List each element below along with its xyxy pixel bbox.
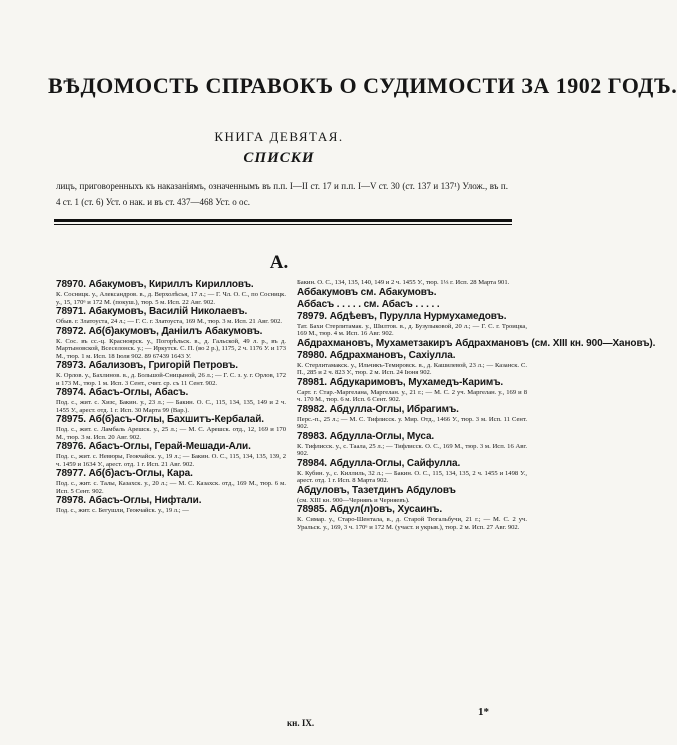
record-heading: 78983. Абдулла-Оглы, Муса. [297, 430, 435, 442]
record-details: К. Сосницк. у., Александров. в., д. Верхолѣсья, 17 л.; — Г. Чл. О. С., по Сосницк. у., 15, 170⁶ и 172 М. (покуш.), тюр. 5 м. Исп. 22 Авг. 902. [56, 291, 286, 306]
list-description: лицъ, приговоренныхъ къ наказаніямъ, означеннымъ въ п.п. I—II ст. 17 и п.п. I—V ст. 30 (ст. 137 и 137¹) Улож., въ п. 4 ст. 1 (ст. 6) Уст. о нак. и въ ст. 437—468 Уст. о ос. [56, 181, 508, 207]
record-details: Сарт. г. Стар.-Маргелана, Маргелан. у., 21 г.; — М. С. 2 уч. Маргелан. у., 169 и 8 ч. 170 М., тюр. 6 м. Исп. 6 Сент. 902. [297, 388, 527, 403]
record-heading: 78982. Абдулла-Оглы, Ибрагимъ. [297, 403, 459, 415]
record-details: К. Стерлитамакск. у., Ильчикъ-Темировск. в., д. Кашилевой, 23 л.; — Казанск. С. П., 285 и 2 ч. 823 У., тюр. 2 м. Исп. 24 Іюня 902. [297, 361, 527, 376]
signature-mark: кн. IX. [287, 718, 315, 728]
record-entry [297, 311, 527, 338]
record-details: Перс.-п., 25 л.; — М. С. Тифлисск. у. Мир. Отд., 1466 У., тюр. 3 м. Исп. 11 Сент. 902. [297, 415, 527, 430]
record-details: К. Кубин. у., с. Киллиль, 32 л.; — Бакин. О. С., 115, 134, 135, 2 ч. 1455 и 1498 У., арест. отд. 1 г. Исп. 8 Марта 902. [297, 469, 527, 484]
record-entry [56, 495, 286, 515]
book-label: КНИГА ДЕВЯТАЯ. [214, 129, 344, 144]
record-heading: Аббакумовъ см. Абакумовъ. [297, 286, 437, 298]
record-entry [297, 287, 527, 299]
record-details: Под. с., жит. с. Хизс, Бакин. у., 23 л.; — Бакин. О. С., 115, 134, 135, 149 и 2 ч. 1455 У., арест. отд. 1 г. Исп. 30 Марта 99 (Вар.). [56, 399, 286, 414]
record-entry [56, 279, 286, 306]
record-details: Обыв. г. Златоуста, 24 л.; — Г. С. г. Златоуста, 169 М., тюр. 3 м. Исп. 21 Авг. 902. [56, 318, 283, 325]
record-details: Бакин. О. С., 134, 135, 140, 149 и 2 ч. 1455 У., тюр. 1⅓ г. Исп. 28 Марта 901. [297, 279, 510, 286]
page-mark: 1* [478, 706, 489, 718]
thin-rule [54, 224, 512, 225]
record-heading: 78970. Абакумовъ, Кириллъ Кирилловъ. [56, 279, 254, 290]
record-details: Под. с., жит. с. Талы, Казахск. у., 20 л.; — М. С. Казахск. отд., 169 М., тюр. 6 м. Исп. 5 Сент. 902. [56, 480, 286, 495]
record-entry [56, 387, 286, 414]
record-details: К. Орлов. у., Бахлинов. в., д. Большой-Сницыной, 26 л.; — Г. С. з. у. г. Орлов, 172 и 173 М., тюр. 1 м. Исп. 3 Сент., счит. ср. съ 11 Сент. 902. [56, 372, 286, 387]
record-heading: 78981. Абдукаримовъ, Мухамедъ-Каримъ. [297, 376, 504, 388]
record-entry [297, 504, 527, 531]
record-entry [297, 458, 527, 485]
record-heading: Абдуловъ, Тазетдинъ Абдуловъ [297, 484, 456, 496]
record-heading: 78977. Аб(б)асъ-Оглы, Кара. [56, 468, 193, 479]
record-entry [297, 279, 527, 287]
record-details: (см. XIII кн. 900—Чернявъ и Черняевъ). [297, 496, 410, 504]
record-entry [297, 431, 527, 458]
record-heading: 78975. Аб(б)асъ-Оглы, Бахшитъ-Кербалай. [56, 414, 264, 425]
record-entry [56, 326, 286, 361]
record-heading: 78972. Аб(б)акумовъ, Даніилъ Абакумовъ. [56, 325, 263, 337]
right-column [297, 279, 656, 531]
record-heading: 78974. Абасъ-Оглы, Абасъ. [56, 387, 189, 398]
record-entry [56, 441, 286, 468]
left-column [56, 279, 286, 515]
record-entry [297, 404, 527, 431]
record-details: К. Тифлисск. у., с. Таала, 25 л.; — Тифлисск. О. С., 169 М., тюр. 3 м. Исп. 16 Авг. 902. [297, 442, 527, 457]
record-heading: 78971. Абакумовъ, Василій Николаевъ. [56, 306, 248, 317]
record-entry [297, 337, 656, 350]
record-entry [56, 360, 286, 387]
record-heading: Абдрахмановъ, Мухаметзакиръ Абдрахмановъ (см. XIII кн. 900—Хановъ). [297, 337, 656, 349]
record-entry [56, 468, 286, 495]
record-details: К. Симар. у., Старо-Шентала, в., д. Старой Тюгальбучи, 21 г.; — М. С. 2 уч. Уральск. у., 169, 3 ч. 170⁶ и 172 М. (участ. и укрыв.), тюр. 2 м. Исп. 27 Авг. 902. [297, 516, 527, 531]
lists-heading: СПИСКИ [243, 150, 315, 166]
record-details: Под. с., жит. с. Невюры, Геокчайск. у., 19 л.; — Бакин. О. С., 115, 134, 135, 139, 2 ч. 1459 и 1634 У., арест. отд. 1 г. Исп. 21 Авг. 902. [56, 453, 286, 468]
record-details: Под. с., жит. с. Ламбаль Арешск. у., 25 л.; — М. С. Арешск. отд., 12, 169 и 170 М., тюр. 3 м. Исп. 20 Авг. 902. [56, 426, 286, 441]
record-heading: 78979. Абдѣевъ, Пурулла Нурмухамедовъ. [297, 310, 507, 322]
record-entry [297, 299, 527, 311]
record-entry [297, 350, 527, 377]
thick-rule [54, 219, 512, 222]
record-entry [297, 377, 527, 404]
record-details: К. Сос. въ сс.-ц. Красноярск. у., Погорѣльск. в., д. Гальской, 49 л. р., въ д. Мартыновской, Всеселонск. у.; — Иркутск. С. П. (во 2 р.), 1175, 2 ч. 1176 У. и 173 М., тюр. 1 м. Исп. 18 Іюля 902. 89 67439 1643 У. [56, 337, 286, 360]
record-entry [56, 414, 286, 441]
page-title: ВѢДОМОСТЬ СПРАВОКЪ О СУДИМОСТИ ЗА 1902 ГОДЪ. [48, 73, 677, 98]
record-heading: Аббасъ . . . . . см. Абасъ . . . . . [297, 298, 440, 310]
record-heading: 78973. Абализовъ, Григорій Петровъ. [56, 360, 238, 371]
record-heading: 78978. Абасъ-Оглы, Нифтали. [56, 495, 202, 506]
record-heading: 78980. Абдрахмановъ, Сахіулла. [297, 349, 456, 361]
record-entry [56, 306, 286, 326]
record-details: Под. с., жит. с. Бегушли, Геокчайск. у., 19 л.; — [56, 507, 189, 514]
record-details: Тат. Бахи Стерлитамак. у., Шилтов. в., д. Бузулыковой, 20 л.; — Г. С. г. Троицка, 169 М., тюр. 4 м. Исп. 16 Авг. 902. [297, 322, 527, 337]
section-letter: А. [269, 252, 289, 273]
record-entry [297, 485, 527, 505]
record-heading: 78976. Абасъ-Оглы, Герай-Мешади-Али. [56, 441, 251, 452]
record-heading: 78984. Абдулла-Оглы, Сайфулла. [297, 457, 461, 469]
record-heading: 78985. Абдул(л)овъ, Хусаинъ. [297, 504, 443, 515]
